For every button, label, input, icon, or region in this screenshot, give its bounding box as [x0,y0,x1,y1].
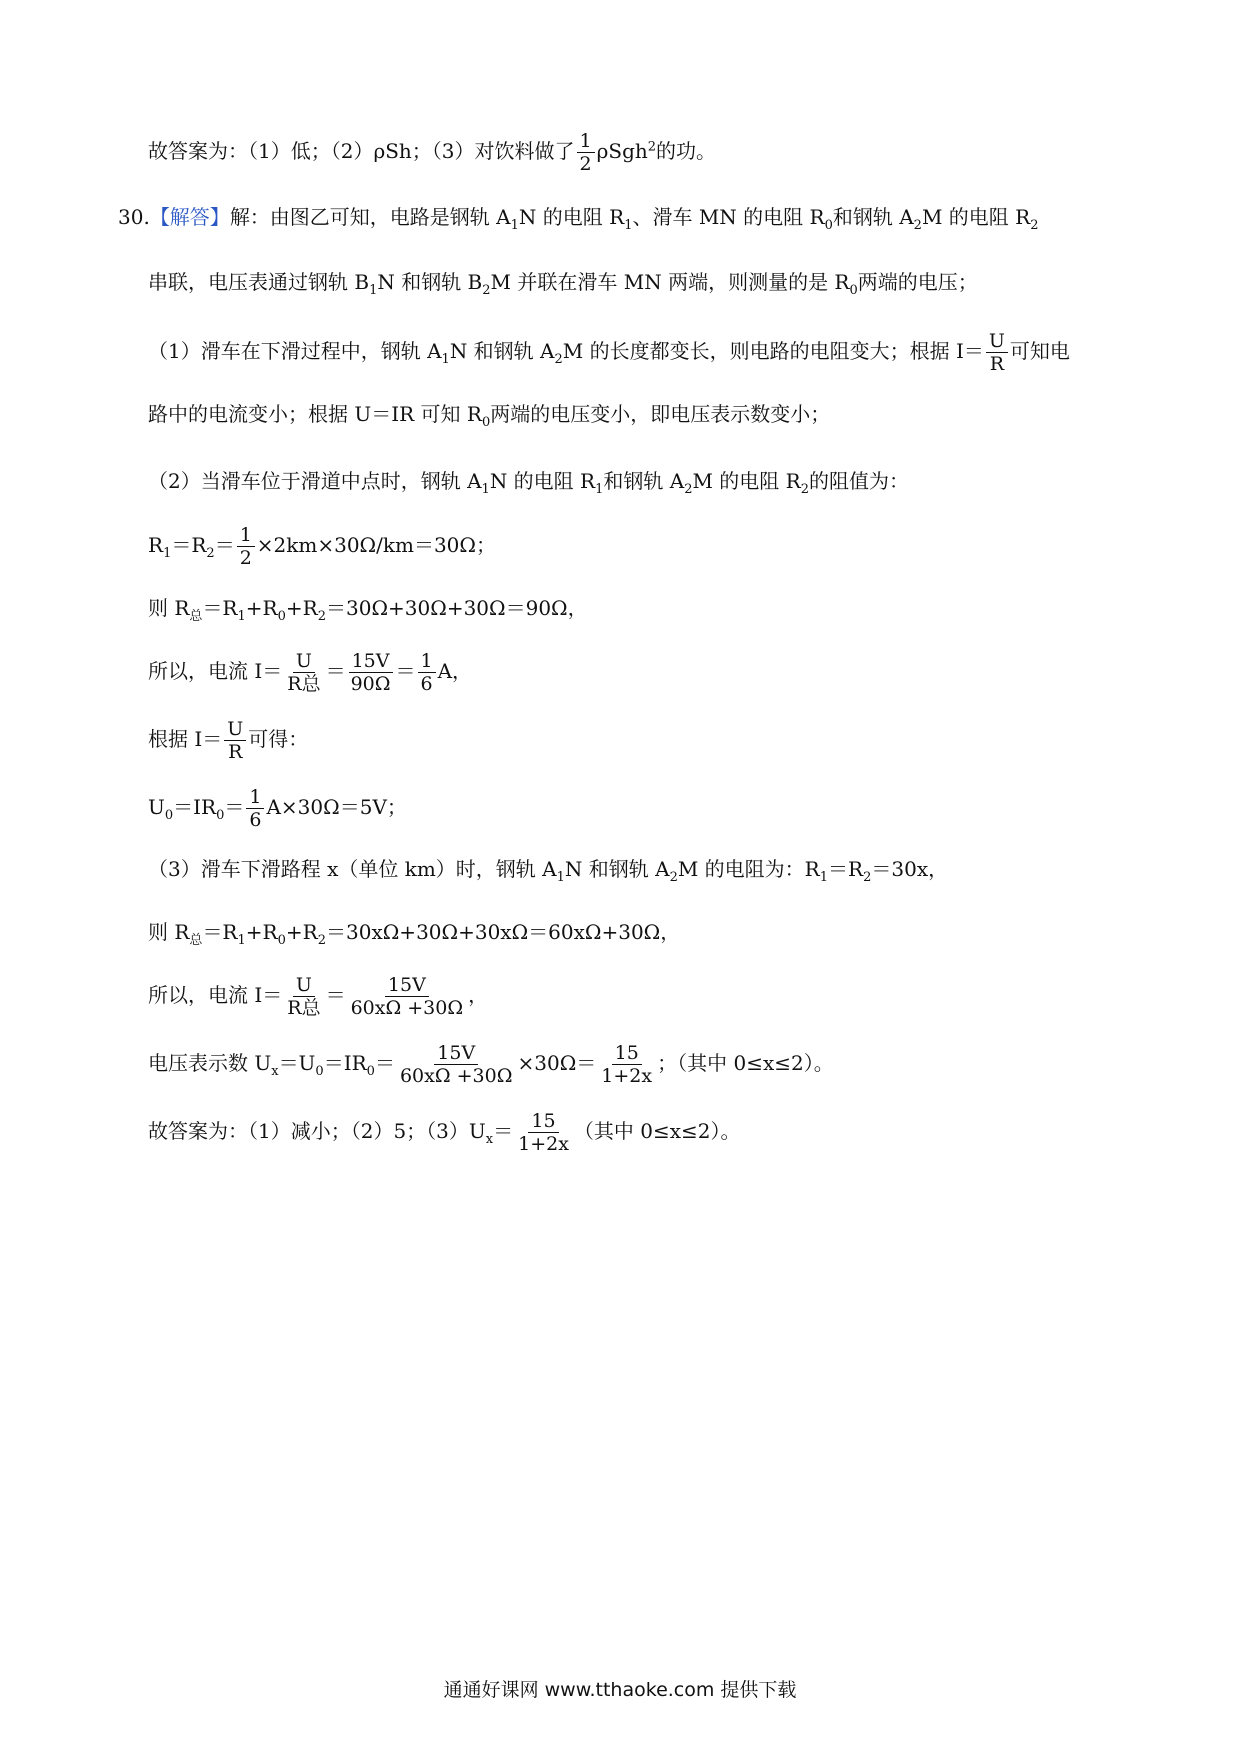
fraction: $\frac{U}{R}$ [986,330,1008,375]
fraction: $\frac{U}{R}$ [224,718,246,763]
equation-r1-r2: $R_1=R_2=$ $\frac{1}{2}$ ×2km×30Ω/km＝30Ω； [148,524,496,569]
page-footer: 通通好课网 www.tthaoke.com 提供下载 [443,1679,797,1701]
part3-line1: （3）滑车下滑路程 x（单位 km）时，钢轨 $A_1N$ 和钢轨 $A_2M$ 的电阻为：$R_1=R_2=30x$， [148,857,949,885]
equation-r-total-x: 则 $R_总=R_1+R_0+R_2=30x\Omega+30\Omega+30x\Omega=60x\Omega+30\Omega$， [148,920,681,948]
equation-current-x: 所以，电流 I＝ $\frac{U}{\text{R总}}$ ＝ $\frac{15V}{60x\Omega +30\Omega}$ ， [148,974,489,1019]
fraction: $\frac{U}{\text{R总}}$ [287,974,321,1019]
prev-answer-prefix: 故答案为：（1）低；（2）ρSh；（3）对饮料做了 [148,139,575,163]
equation-current: 所以，电流 I＝ $\frac{U}{\text{R总}}$ ＝ $\frac{15V}{90\Omega}$ ＝ $\frac{1}{6}$ A， [148,650,473,695]
equation-ohms-law: 根据 I＝ $\frac{U}{R}$ 可得： [148,718,309,763]
fraction: $\frac{U}{\text{R总}}$ [287,650,321,695]
fraction: $\frac{1}{6}$ [418,650,436,695]
final-answer-line: 故答案为：（1）减小；（2）5；$(3)U_x=$ $\frac{15}{1+2x}$ （其中 0≤x≤2）。 [148,1110,741,1155]
equation-ux: 电压表示数 $U_x=U_0=IR_0=$ $\frac{15V}{60x\Omega +30\Omega}$ ×30Ω＝ $\frac{15}{1+2x}$ ；（其中 0≤x≤2）。 [148,1042,834,1087]
q30-line2: 串联，电压表通过钢轨 $B_1N$ 和钢轨 $B_2M$ 并联在滑车 MN 两端，则测量的是 $R_0$两端的电压； [148,270,978,298]
fraction: $\frac{15}{1+2x}$ [518,1110,569,1155]
part1-line2: 路中的电流变小；根据 U＝IR 可知 $R_0$两端的电压变小，即电压表示数变小； [148,402,831,430]
part2-line1: （2）当滑车位于滑道中点时，钢轨 $A_1N$ 的电阻 $R_1$和钢轨 $A_2M$ 的电阻 $R_2$的阻值为： [148,469,910,497]
answer-tag: 【解答】 [149,205,230,229]
fraction: $\frac{15}{1+2x}$ [601,1042,653,1087]
fraction: $\frac{1}{2}$ [577,130,595,175]
prev-answer-line: 故答案为：（1）低；（2）ρSh；（3）对饮料做了 $\frac{1}{2}$ ρSgh$^2$的功。 [148,130,717,175]
q30-intro-line: 30.【解答】解：由图乙可知，电路是钢轨 $A_1N$ 的电阻 $R_1$、滑车 MN 的电阻 $R_0$和钢轨 $A_2M$ 的电阻 $R_2$ [118,205,1039,233]
fraction: $\frac{1}{2}$ [237,524,255,569]
fraction: $\frac{15V}{90\Omega}$ [350,650,391,695]
part1-line1: （1）滑车在下滑过程中，钢轨 $A_1N$ 和钢轨 $A_2M$ 的长度都变长，则电路的电阻变大；根据 I＝ $\frac{U}{R}$ 可知电 [148,330,1070,375]
fraction: $\frac{1}{6}$ [246,786,264,831]
fraction: $\frac{15V}{60x\Omega +30\Omega}$ [350,974,464,1019]
equation-u0: $U_0=IR_0=$ $\frac{1}{6}$ A×30Ω＝5V； [148,786,407,831]
question-number: 30. [118,205,150,229]
equation-r-total: 则 $R_总=R_1+R_0+R_2=30\Omega+30\Omega+30\Omega=90\Omega$， [148,596,588,624]
fraction: $\frac{15V}{60x\Omega +30\Omega}$ [399,1042,513,1087]
